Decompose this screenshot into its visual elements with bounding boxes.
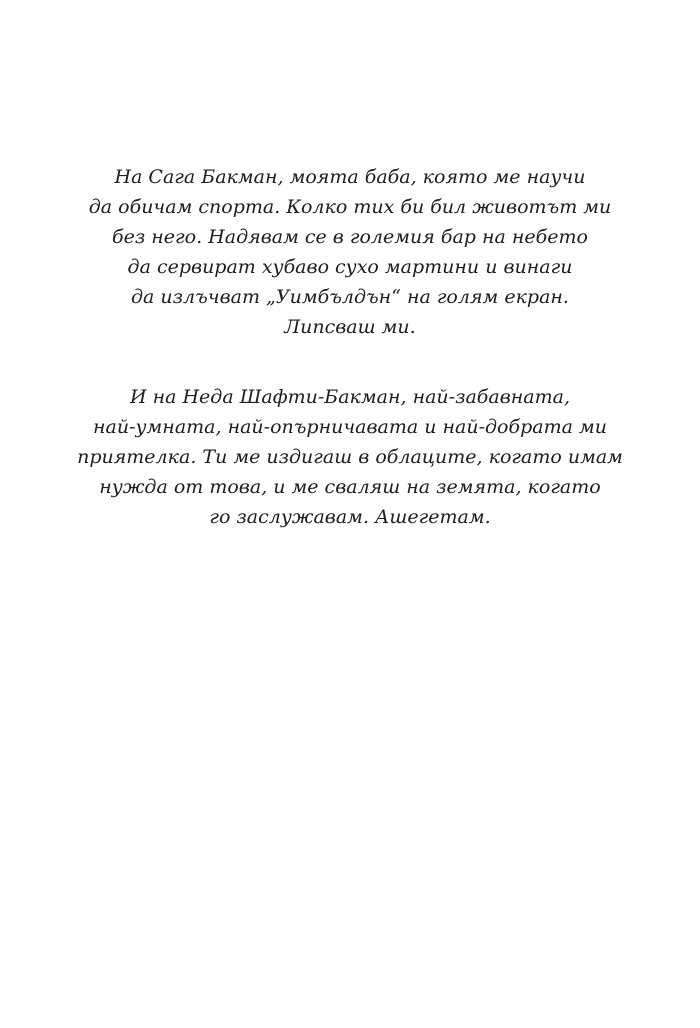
dedication-line: да сервират хубаво сухо мартини и винаги [127,256,573,278]
dedication-line: приятелка. Ти ме издигаш в облаците, когато имам [77,446,623,468]
dedication-paragraph-1 [0,162,700,342]
dedication-line: нужда от това, и ме сваляш на земята, когато [99,476,601,498]
dedication-line: Липсваш ми. [284,316,416,338]
dedication-line: най-умната, най-опърничавата и най-добрата ми [93,416,607,438]
dedication-line: На Сага Бакман, моята баба, която ме научи [114,166,586,188]
dedication-line: да обичам спорта. Колко тих би бил животът ми [88,196,612,218]
dedication-line: го заслужавам. Ашегетам. [209,506,491,528]
dedication-paragraph-2 [0,382,700,532]
dedication-line: без него. Надявам се в големия бар на небето [112,226,588,248]
dedication-line: И на Неда Шафти-Бакман, най-забавната, [130,386,570,408]
dedication-line: да излъчват „Уимбълдън“ на голям екран. [131,286,569,308]
